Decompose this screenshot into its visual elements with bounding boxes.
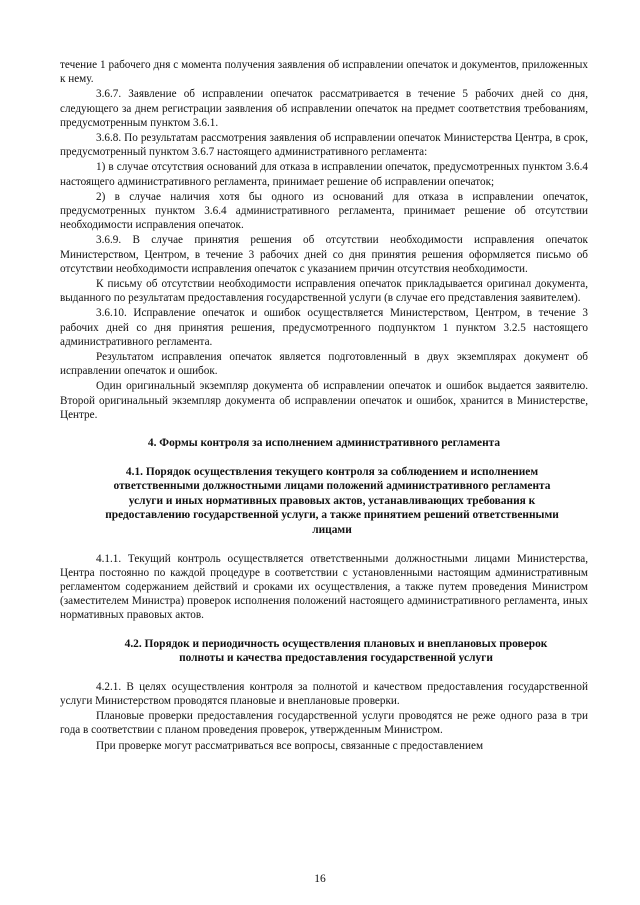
paragraph-3-6-7: 3.6.7. Заявление об исправлении опечаток рассматривается в течение 5 рабочих дней со дня, следующего за днем регистрации заявления об исправлении опечаток на предмет соответствия требованиям, предусмотренным пунктом 3.6.1.: [60, 88, 588, 129]
paragraph-correction-result: Результатом исправления опечаток является подготовленный в двух экземплярах документ об исправлении опечаток и ошибок.: [60, 351, 588, 378]
paragraph-continuation: течение 1 рабочего дня с момента получения заявления об исправлении опечаток и документов, приложенных к нему.: [60, 59, 588, 86]
paragraph-3-6-9: 3.6.9. В случае принятия решения об отсутствии необходимости исправления опечаток Министерством, Центром, в течение 3 рабочих дней со дня принятия решения оформляется письмо об отсутствии необходимости исправления опечаток с указанием причин отсутствия необходимости.: [60, 234, 588, 275]
paragraph-3-6-8: 3.6.8. По результатам рассмотрения заявления об исправлении опечаток Министерства Центра, в срок, предусмотренный пунктом 3.6.7 настоящего административного регламента:: [60, 132, 588, 159]
paragraph-3-6-8-item-1: 1) в случае отсутствия оснований для отказа в исправлении опечаток, предусмотренных пунктом 3.6.4 настоящего административного регламента, принимает решение об исправлении опечаток;: [60, 161, 588, 188]
section-4-heading: 4. Формы контроля за исполнением административного регламента: [147, 437, 501, 450]
subsection-4-1-heading: 4.1. Порядок осуществления текущего контроля за соблюдением и исполнением ответственными должностными лицами положений административного регламента услуги и иных нормативных правовых актов, устанавливающих требования к предоставлению государственной услуги, а также принятием решений ответственными лицами: [105, 465, 559, 537]
page-number: 16: [314, 873, 326, 885]
subsection-4-2-heading: 4.2. Порядок и периодичность осуществления плановых и внеплановых проверок полноты и качества предоставления государственной услуги: [124, 637, 548, 665]
paragraph-letter-attachment: К письму об отсутствии необходимости исправления опечаток прикладывается оригинал документа, выданного по результатам предоставления государственной услуги (в случае его представления заявителем).: [60, 278, 588, 305]
paragraph-3-6-10: 3.6.10. Исправление опечаток и ошибок осуществляется Министерством, Центром, в течение 3 рабочих дней со дня принятия решения, предусмотренного подпунктом 1 пунктом 3.2.5 настоящего административного регламента.: [60, 307, 588, 348]
paragraph-planned-checks: Плановые проверки предоставления государственной услуги проводятся не реже одного раза в три года в соответствии с планом проведения проверок, утвержденным Министром.: [60, 710, 588, 737]
paragraph-4-1-1: 4.1.1. Текущий контроль осуществляется ответственными должностными лицами Министерства, Центра постоянно по каждой процедуре в соответствии с установленными настоящим административным регламентом содержанием действий и сроками их осуществления, а также путем проведения Министром (заместителем Министра) проверок исполнения положений настоящего административного регламента, иных нормативных правовых актов.: [60, 552, 588, 622]
paragraph-check-questions: При проверке могут рассматриваться все вопросы, связанные с предоставлением: [96, 739, 484, 752]
page-content: [60, 58, 588, 754]
paragraph-3-6-8-item-2: 2) в случае наличия хотя бы одного из оснований для отказа в исправлении опечаток, предусмотренных пунктом 3.6.4 административного регламента, принимает решение об отсутствии необходимости исправления опечаток.: [60, 190, 588, 232]
paragraph-4-2-1: 4.2.1. В целях осуществления контроля за полнотой и качеством предоставления государственной услуги Министерством проводятся плановые и внеплановые проверки.: [60, 680, 588, 708]
paragraph-original-copy: Один оригинальный экземпляр документа об исправлении опечаток и ошибок выдается заявителю. Второй оригинальный экземпляр документа об исправлении опечаток и ошибок, хранится в Министерстве, Центре.: [60, 380, 588, 421]
